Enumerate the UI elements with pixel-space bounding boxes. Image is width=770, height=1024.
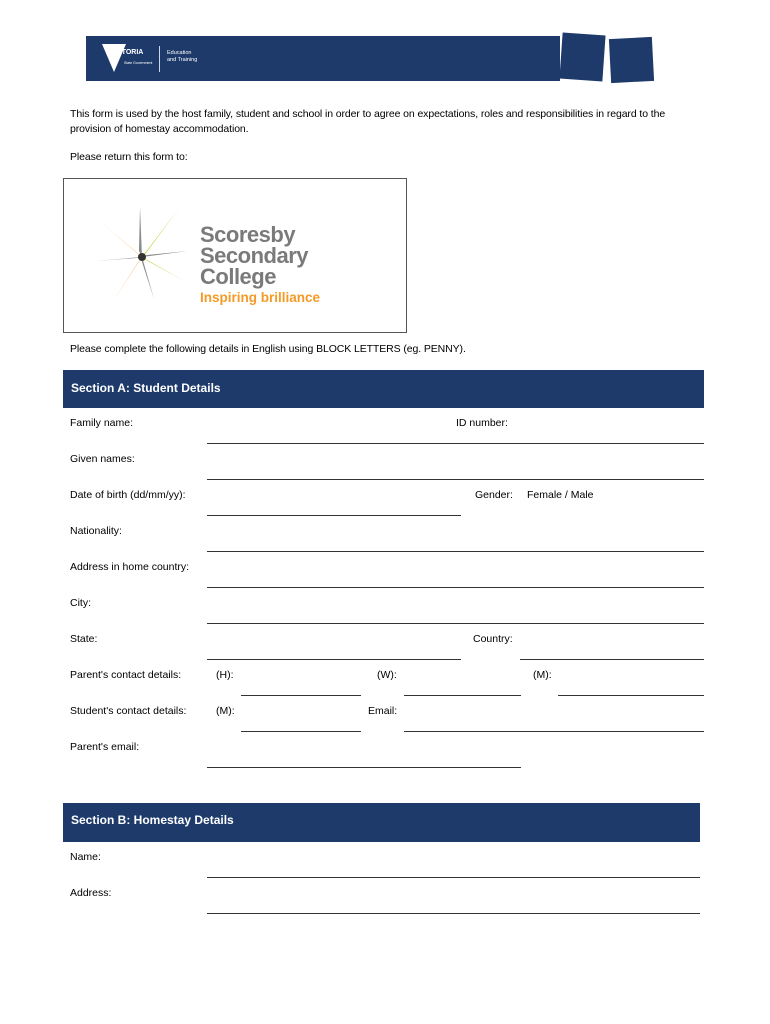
city-field[interactable] xyxy=(207,623,704,624)
homestay-address-field[interactable] xyxy=(207,913,700,914)
student-contact-label: Student's contact details: xyxy=(70,705,187,717)
country-label: Country: xyxy=(473,633,513,645)
homestay-name-label: Name: xyxy=(70,851,101,863)
gender-label: Gender: xyxy=(475,489,513,501)
college-tagline: Inspiring brilliance xyxy=(200,290,321,305)
parent-mobile-label: (M): xyxy=(533,669,552,681)
banner-divider xyxy=(159,46,160,72)
parent-mobile-field[interactable] xyxy=(558,695,704,696)
parent-work-label: (W): xyxy=(377,669,397,681)
parent-work-field[interactable] xyxy=(404,695,521,696)
student-mobile-label: (M): xyxy=(216,705,235,717)
college-name: Scoresby Secondary College xyxy=(200,222,308,289)
dob-field[interactable] xyxy=(207,515,461,516)
header-tile xyxy=(609,37,654,83)
given-names-label: Given names: xyxy=(70,453,135,465)
parent-home-field[interactable] xyxy=(241,695,361,696)
parent-contact-label: Parent's contact details: xyxy=(70,669,182,681)
home-address-field[interactable] xyxy=(207,587,704,588)
nationality-label: Nationality: xyxy=(70,525,122,537)
state-label: State: xyxy=(70,633,98,645)
homestay-address-label: Address: xyxy=(70,887,112,899)
homestay-name-field[interactable] xyxy=(207,877,700,878)
nationality-field[interactable] xyxy=(207,551,704,552)
victoria-wordmark: VICTORIA xyxy=(110,49,144,56)
college-star-icon xyxy=(92,200,196,310)
header-tile xyxy=(559,33,605,82)
section-a-header: Section A: Student Details xyxy=(63,370,704,408)
return-text: Please return this form to: xyxy=(70,151,188,163)
country-field[interactable] xyxy=(520,659,704,660)
home-address-label: Address in home country: xyxy=(70,561,190,573)
family-name-label: Family name: xyxy=(70,417,134,429)
dob-label: Date of birth (dd/mm/yy): xyxy=(70,489,186,501)
given-names-field[interactable] xyxy=(207,479,704,480)
section-b-header: Section B: Homestay Details xyxy=(63,803,700,842)
id-number-label: ID number: xyxy=(456,417,508,429)
student-mobile-field[interactable] xyxy=(241,731,361,732)
department-name: Education and Training xyxy=(167,50,198,63)
parent-home-label: (H): xyxy=(216,669,234,681)
student-email-label: Email: xyxy=(368,705,398,717)
city-label: City: xyxy=(70,597,91,609)
student-email-field[interactable] xyxy=(404,731,704,732)
family-name-field[interactable] xyxy=(207,443,704,444)
gender-options[interactable]: Female / Male xyxy=(527,489,594,501)
state-field[interactable] xyxy=(207,659,461,660)
parent-email-label: Parent's email: xyxy=(70,741,140,753)
state-government-text: State Government xyxy=(124,61,153,65)
intro-paragraph: This form is used by the host family, student and school in order to agree on expectations, roles and responsibilities in regard to the provision of homestay accommodation. xyxy=(70,108,666,135)
instruction-text: Please complete the following details in English using BLOCK LETTERS (eg. PENNY). xyxy=(70,343,466,355)
parent-email-field[interactable] xyxy=(207,767,521,768)
